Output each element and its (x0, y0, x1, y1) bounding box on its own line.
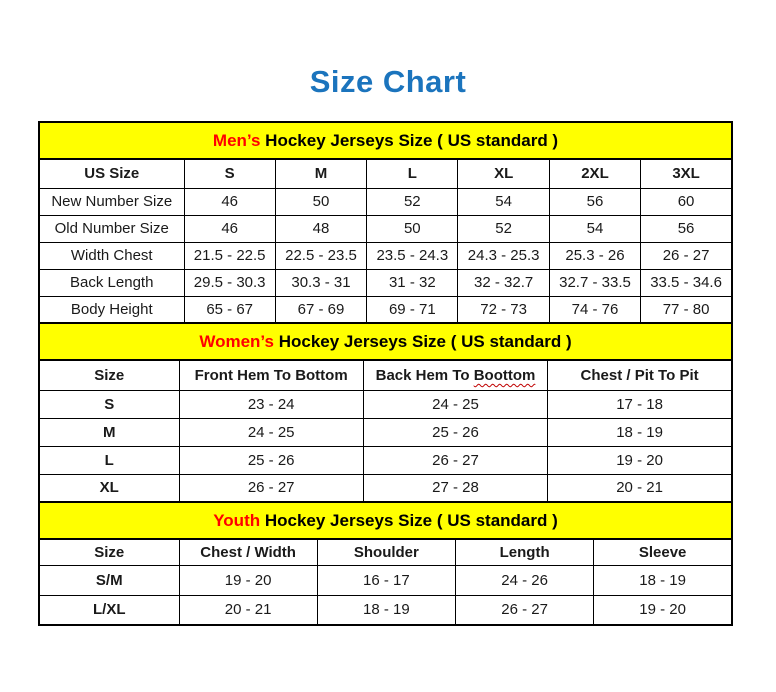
youth-section-title-highlight: Youth (213, 510, 261, 530)
cell-value: 46 (184, 188, 275, 215)
cell-value: 19 - 20 (179, 565, 317, 595)
cell-value: 23 - 24 (179, 390, 363, 418)
table-row (39, 215, 732, 242)
cell-value: 18 - 19 (594, 565, 732, 595)
cell-value: 72 - 73 (458, 296, 549, 323)
col-header-front-hem: Front Hem To Bottom (179, 360, 363, 390)
cell-value: 20 - 21 (548, 474, 732, 502)
cell-value: 20 - 21 (179, 595, 317, 625)
cell-value: 65 - 67 (184, 296, 275, 323)
mens-section-title-highlight: Men’s (212, 130, 261, 150)
row-label: S (39, 390, 179, 418)
cell-value: 46 (184, 215, 275, 242)
col-header-3xl: 3XL (641, 159, 732, 188)
col-header-m: M (275, 159, 366, 188)
cell-value: 27 - 28 (363, 474, 547, 502)
col-header-back-hem (363, 360, 547, 390)
cell-value: 56 (549, 188, 640, 215)
col-header-2xl: 2XL (549, 159, 640, 188)
col-header-shoulder: Shoulder (317, 539, 455, 565)
row-label: S/M (39, 565, 179, 595)
col-header-s: S (184, 159, 275, 188)
mens-section-title (39, 122, 732, 159)
womens-header-row (39, 360, 732, 390)
row-label: Old Number Size (39, 215, 184, 242)
cell-value: 50 (367, 215, 458, 242)
cell-value: 24.3 - 25.3 (458, 242, 549, 269)
womens-section-band (39, 323, 732, 360)
cell-value: 50 (275, 188, 366, 215)
cell-value: 18 - 19 (548, 418, 732, 446)
col-header-us-size: US Size (39, 159, 184, 188)
womens-section-title (39, 323, 732, 360)
row-label: M (39, 418, 179, 446)
col-header-xl: XL (458, 159, 549, 188)
col-header-chest-width: Chest / Width (179, 539, 317, 565)
cell-value: 24 - 26 (456, 565, 594, 595)
cell-value: 16 - 17 (317, 565, 455, 595)
cell-value: 19 - 20 (594, 595, 732, 625)
cell-value: 26 - 27 (641, 242, 732, 269)
row-label: Back Length (39, 269, 184, 296)
cell-value: 52 (458, 215, 549, 242)
womens-size-table (38, 322, 733, 503)
cell-value: 54 (549, 215, 640, 242)
col-header-l: L (367, 159, 458, 188)
cell-value: 22.5 - 23.5 (275, 242, 366, 269)
table-row (39, 188, 732, 215)
size-tables-container (38, 121, 733, 626)
table-row (39, 565, 732, 595)
cell-value: 54 (458, 188, 549, 215)
cell-value: 26 - 27 (179, 474, 363, 502)
col-header-length: Length (456, 539, 594, 565)
table-row (39, 269, 732, 296)
table-row (39, 418, 732, 446)
back-hem-text: Back Hem To (375, 366, 474, 384)
cell-value: 25.3 - 26 (549, 242, 640, 269)
cell-value: 23.5 - 24.3 (367, 242, 458, 269)
youth-section-band (39, 502, 732, 539)
table-row (39, 595, 732, 625)
cell-value: 77 - 80 (641, 296, 732, 323)
row-label: L (39, 446, 179, 474)
col-header-size: Size (39, 539, 179, 565)
cell-value: 69 - 71 (367, 296, 458, 323)
youth-size-table (38, 501, 733, 626)
cell-value: 24 - 25 (363, 390, 547, 418)
mens-section-title-rest: Hockey Jerseys Size ( US standard ) (260, 130, 559, 150)
cell-value: 32.7 - 33.5 (549, 269, 640, 296)
table-row (39, 390, 732, 418)
cell-value: 26 - 27 (363, 446, 547, 474)
cell-value: 21.5 - 22.5 (184, 242, 275, 269)
table-row (39, 446, 732, 474)
back-hem-misspelled-word: Boottom (473, 366, 536, 384)
col-header-size: Size (39, 360, 179, 390)
youth-section-title-rest: Hockey Jerseys Size ( US standard ) (260, 510, 558, 530)
cell-value: 31 - 32 (367, 269, 458, 296)
mens-header-row (39, 159, 732, 188)
mens-size-table (38, 121, 733, 324)
cell-value: 19 - 20 (548, 446, 732, 474)
cell-value: 32 - 32.7 (458, 269, 549, 296)
table-row (39, 296, 732, 323)
cell-value: 52 (367, 188, 458, 215)
row-label: New Number Size (39, 188, 184, 215)
youth-header-row (39, 539, 732, 565)
row-label: Width Chest (39, 242, 184, 269)
youth-section-title (39, 502, 732, 539)
row-label: XL (39, 474, 179, 502)
table-row (39, 474, 732, 502)
cell-value: 25 - 26 (363, 418, 547, 446)
row-label: L/XL (39, 595, 179, 625)
cell-value: 33.5 - 34.6 (641, 269, 732, 296)
cell-value: 30.3 - 31 (275, 269, 366, 296)
row-label: Body Height (39, 296, 184, 323)
cell-value: 26 - 27 (456, 595, 594, 625)
cell-value: 67 - 69 (275, 296, 366, 323)
womens-section-title-highlight: Women’s (199, 331, 274, 351)
cell-value: 60 (641, 188, 732, 215)
col-header-sleeve: Sleeve (594, 539, 732, 565)
cell-value: 17 - 18 (548, 390, 732, 418)
cell-value: 25 - 26 (179, 446, 363, 474)
page-title: Size Chart (309, 64, 467, 99)
table-row (39, 242, 732, 269)
col-header-chest-pit: Chest / Pit To Pit (548, 360, 732, 390)
cell-value: 18 - 19 (317, 595, 455, 625)
cell-value: 56 (641, 215, 732, 242)
cell-value: 48 (275, 215, 366, 242)
womens-section-title-rest: Hockey Jerseys Size ( US standard ) (273, 331, 572, 351)
cell-value: 24 - 25 (179, 418, 363, 446)
cell-value: 74 - 76 (549, 296, 640, 323)
cell-value: 29.5 - 30.3 (184, 269, 275, 296)
mens-section-band (39, 122, 732, 159)
